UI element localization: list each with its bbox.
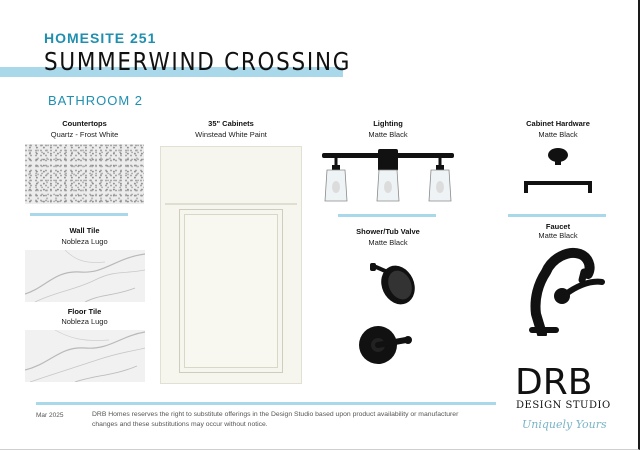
countertops-divider xyxy=(30,213,128,216)
vanity-light-icon xyxy=(318,143,458,205)
lighting-divider xyxy=(338,214,436,217)
tub-valve-trim-icon xyxy=(356,320,418,370)
cabinet-drawer-rail xyxy=(165,203,297,205)
design-studio-label: DESIGN STUDIO xyxy=(516,400,611,411)
cabinets-value: Winstead White Paint xyxy=(195,130,267,139)
cabinet-door-swatch xyxy=(160,146,302,384)
room-heading: BATHROOM 2 xyxy=(48,93,143,108)
cabinet-door-panel xyxy=(179,209,283,373)
hardware-divider xyxy=(508,214,606,217)
brand-tagline: Uniquely Yours xyxy=(522,418,607,431)
footer-divider xyxy=(36,402,496,405)
disclaimer-text: DRB Homes reserves the right to substitute offerings in the Design Studio based upon product availability or manufacturer changes and these substitutions may occur without notice. xyxy=(92,411,459,428)
floor-tile-label: Floor Tile xyxy=(67,307,102,316)
showerhead-icon xyxy=(360,255,430,310)
knob-and-pull-icon xyxy=(518,145,598,195)
floor-tile-value: Nobleza Lugo xyxy=(61,317,108,326)
cabinets-label: 35" Cabinets xyxy=(208,119,254,128)
wall-tile-swatch xyxy=(25,250,145,302)
logo-wordmark: DRB xyxy=(515,362,593,400)
countertops-label: Countertops xyxy=(62,119,107,128)
wall-tile-value: Nobleza Lugo xyxy=(61,237,108,246)
faucet-value: Matte Black xyxy=(538,231,578,240)
countertop-swatch xyxy=(25,144,144,204)
revision-date: Mar 2025 xyxy=(36,412,64,419)
countertops-value: Quartz - Frost White xyxy=(50,130,119,139)
cabinet-hardware-label: Cabinet Hardware xyxy=(526,119,590,128)
wall-tile-label: Wall Tile xyxy=(69,226,100,235)
community-title: SUMMERWIND CROSSING xyxy=(44,47,352,76)
cabinet-hardware-value: Matte Black xyxy=(538,130,578,139)
faucet-label: Faucet xyxy=(545,222,571,231)
faucet-icon xyxy=(522,244,612,336)
lighting-label: Lighting xyxy=(373,119,403,128)
homesite-number: HOMESITE 251 xyxy=(44,30,157,46)
shower-valve-value: Matte Black xyxy=(368,238,408,247)
shower-valve-label: Shower/Tub Valve xyxy=(356,227,420,236)
lighting-value: Matte Black xyxy=(368,130,408,139)
floor-tile-swatch xyxy=(25,330,145,382)
